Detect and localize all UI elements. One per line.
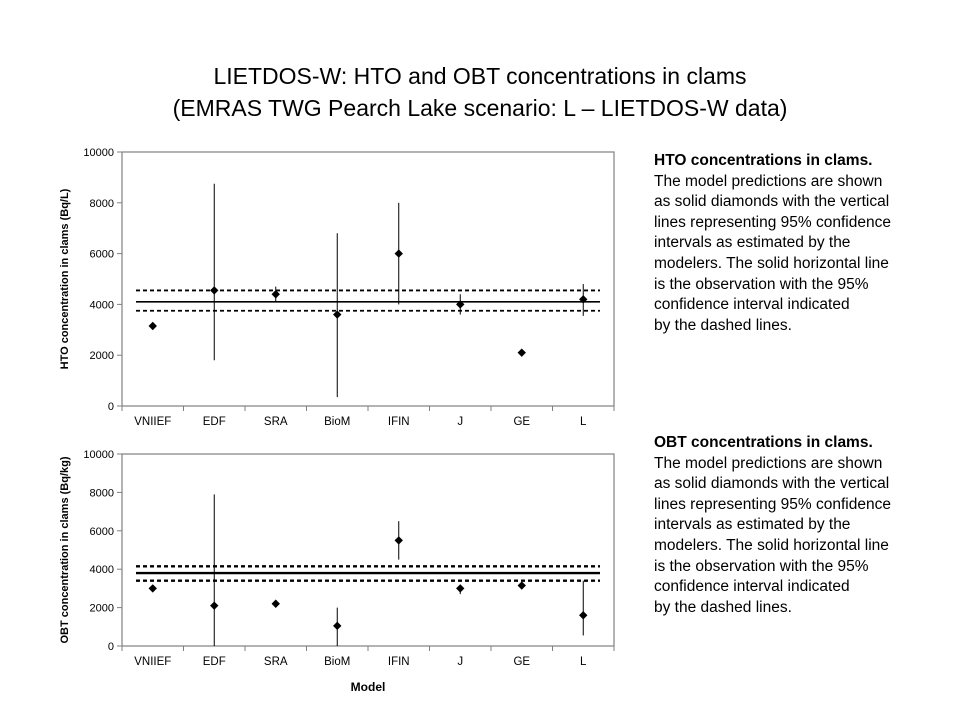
y-tick-label: 2000 — [89, 602, 114, 615]
obt-description-body: The model predictions are shown as solid diamonds with the vertical lines representing 95% confidence intervals as estimated by the modelers. The solid horizontal line is the observation with the 95% confidence interval indicated by the dashed lines. — [654, 454, 891, 616]
x-tick-label: VNIIEF — [134, 656, 172, 668]
y-tick-label: 0 — [107, 641, 114, 653]
x-tick-label: L — [580, 416, 587, 428]
y-tick-label: 10000 — [83, 449, 114, 461]
x-tick-label: GE — [513, 656, 531, 668]
y-tick-label: 4000 — [89, 564, 114, 577]
y-tick-label: 10000 — [83, 147, 114, 159]
x-tick-label: EDF — [202, 416, 226, 428]
hto-chart — [48, 136, 622, 442]
hto-description-heading: HTO concentrations in clams. — [654, 152, 873, 169]
x-tick-label: VNIIEF — [134, 416, 172, 428]
x-tick-label: J — [457, 656, 464, 668]
x-tick-label: J — [457, 416, 464, 428]
x-tick-label: IFIN — [387, 656, 410, 668]
y-tick-label: 6000 — [89, 248, 114, 261]
plot-area — [122, 152, 614, 406]
x-tick-label: EDF — [202, 656, 226, 668]
y-tick-label: 8000 — [89, 197, 114, 210]
x-tick-label: SRA — [263, 416, 288, 428]
hto-description-body: The model predictions are shown as solid diamonds with the vertical lines representing 95% confidence intervals as estimated by the modelers. The solid horizontal line is the observation with the 95% confidence interval indicated by the dashed lines. — [654, 172, 891, 334]
obt-description — [654, 433, 954, 618]
slide-title-line-1: LIETDOS-W: HTO and OBT concentrations in clams — [213, 63, 747, 89]
slide-title-line-2: (EMRAS TWG Pearch Lake scenario: L – LIETDOS-W data) — [172, 95, 788, 121]
y-axis-title: OBT concentration in clams (Bq/kg) — [59, 456, 71, 644]
hto-chart-svg — [48, 136, 622, 442]
y-tick-label: 4000 — [89, 299, 114, 312]
hto-description — [654, 151, 954, 336]
plot-area — [122, 454, 614, 646]
obt-description-heading: OBT concentrations in clams. — [654, 434, 873, 451]
y-axis-title: HTO concentration in clams (Bq/L) — [59, 188, 71, 370]
obt-chart — [48, 442, 622, 700]
y-tick-label: 0 — [107, 401, 114, 413]
x-axis-title: Model — [350, 680, 386, 694]
x-tick-label: BioM — [324, 656, 351, 668]
y-tick-label: 2000 — [89, 350, 114, 363]
y-tick-label: 8000 — [89, 487, 114, 500]
x-tick-label: GE — [513, 416, 531, 428]
y-tick-label: 6000 — [89, 525, 114, 538]
x-tick-label: L — [580, 656, 587, 668]
x-tick-label: IFIN — [387, 416, 410, 428]
obt-chart-svg — [48, 442, 622, 700]
x-tick-label: BioM — [324, 416, 351, 428]
x-tick-label: SRA — [263, 656, 288, 668]
